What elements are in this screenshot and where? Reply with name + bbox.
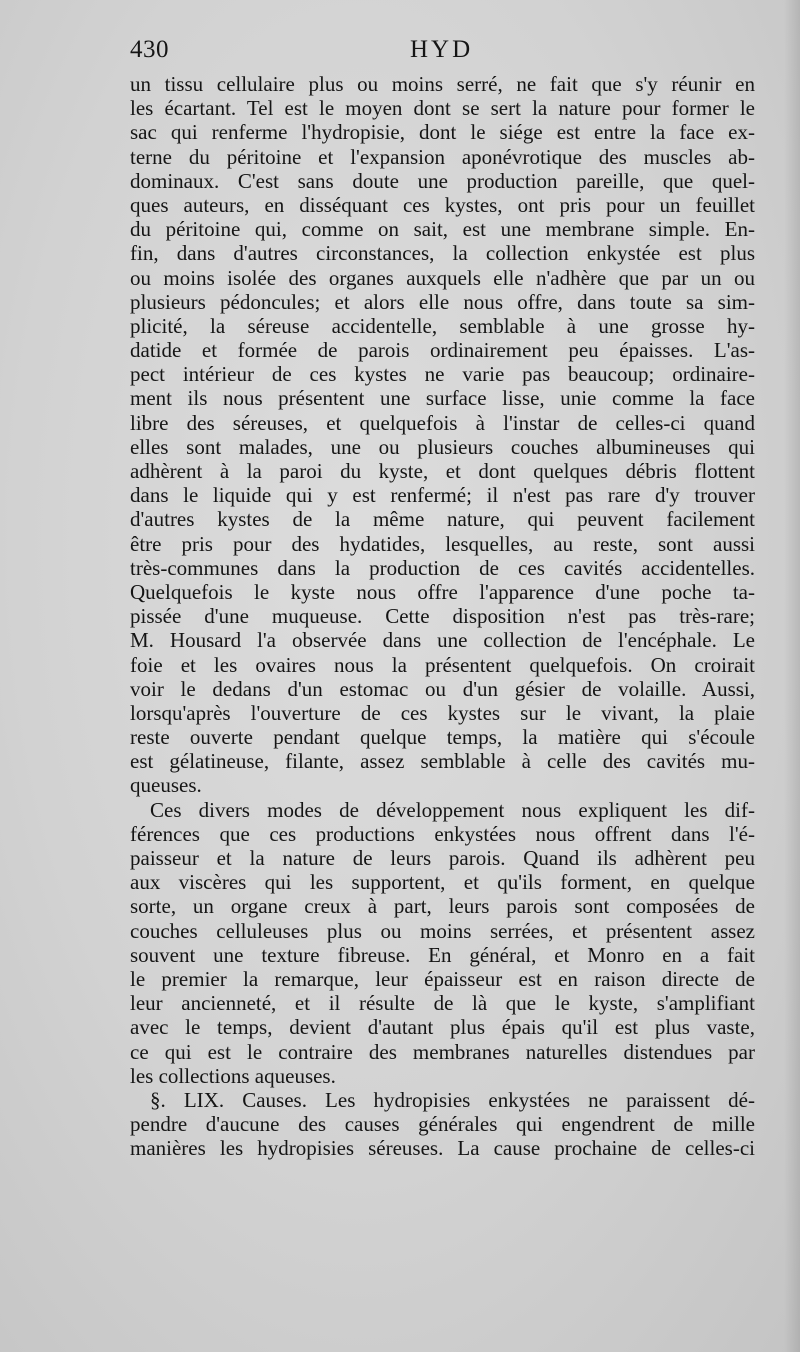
text-line: avec le temps, devient d'autant plus épais qu'il est plus vaste, bbox=[130, 1015, 755, 1040]
text-line: Quelquefois le kyste nous offre l'apparence d'une poche ta- bbox=[130, 579, 755, 604]
text-line: fin, dans d'autres circonstances, la collection enkystée est plus bbox=[130, 241, 755, 266]
text-line: lorsqu'après l'ouverture de ces kystes sur le vivant, la plaie bbox=[130, 700, 755, 725]
text-line: pect intérieur de ces kystes ne varie pas beaucoup; ordinaire- bbox=[130, 362, 755, 387]
paragraph-end-line: les collections aqueuses. bbox=[130, 1063, 336, 1088]
text-line: voir le dedans d'un estomac ou d'un gésier de volaille. Aussi, bbox=[130, 676, 755, 701]
page-number: 430 bbox=[130, 36, 169, 63]
text-line: plusieurs pédoncules; et alors elle nous offre, dans toute sa sim- bbox=[130, 289, 755, 314]
text-line: dans le liquide qui y est renfermé; il n'est pas rare d'y trouver bbox=[130, 483, 755, 508]
text-line: férences que ces productions enkystées nous offrent dans l'é- bbox=[130, 821, 755, 846]
text-line: libre des séreuses, et quelquefois à l'instar de celles-ci quand bbox=[130, 410, 755, 435]
text-line: sac qui renferme l'hydropisie, dont le siége est entre la face ex- bbox=[130, 120, 755, 145]
text-line: dominaux. C'est sans doute une production pareille, que quel- bbox=[130, 168, 755, 193]
paragraph-start-line: Ces divers modes de développement nous expliquent les dif- bbox=[150, 797, 755, 822]
text-line: pendre d'aucune des causes générales qui engendrent de mille bbox=[130, 1112, 755, 1137]
text-line: est gélatineuse, filante, assez semblable à celle des cavités mu- bbox=[130, 749, 755, 774]
running-head bbox=[130, 36, 755, 70]
text-line: M. Housard l'a observée dans une collection de l'encéphale. Le bbox=[130, 628, 755, 653]
text-line: pissée d'une muqueuse. Cette disposition n'est pas très-rare; bbox=[130, 604, 755, 629]
text-line: un tissu cellulaire plus ou moins serré, ne fait que s'y réunir en bbox=[130, 72, 755, 96]
text-line: ment ils nous présentent une surface lisse, unie comme la face bbox=[130, 386, 755, 411]
text-line: reste ouverte pendant quelque temps, la matière qui s'écoule bbox=[130, 725, 755, 750]
text-line: aux viscères qui les supportent, et qu'ils forment, en quelque bbox=[130, 870, 755, 895]
text-line: terne du péritoine et l'expansion aponévrotique des muscles ab- bbox=[130, 144, 755, 169]
text-line: ou moins isolée des organes auxquels elle n'adhère que par un ou bbox=[130, 265, 755, 290]
text-line: souvent une texture fibreuse. En général, et Monro en a fait bbox=[130, 942, 755, 967]
running-title: HYD bbox=[410, 36, 474, 63]
text-line: d'autres kystes de la même nature, qui peuvent facilement bbox=[130, 507, 755, 532]
text-line: très-communes dans la production de ces cavités accidentelles. bbox=[130, 555, 755, 580]
body-text bbox=[130, 72, 755, 1160]
text-line: paisseur et la nature de leurs parois. Quand ils adhèrent peu bbox=[130, 846, 755, 870]
text-line: du péritoine qui, comme on sait, est une membrane simple. En- bbox=[130, 217, 755, 242]
paragraph-end-line: queuses. bbox=[130, 773, 202, 798]
text-line: couches celluleuses plus ou moins serrées, et présentent assez bbox=[130, 918, 755, 943]
text-line: manières les hydropisies séreuses. La cause prochaine de celles-ci bbox=[130, 1136, 755, 1161]
text-line: datide et formée de parois ordinairement peu épaisses. L'as- bbox=[130, 338, 755, 363]
text-line: le premier la remarque, leur épaisseur est en raison directe de bbox=[130, 966, 755, 991]
text-line: foie et les ovaires nous la présentent quelquefois. On croirait bbox=[130, 652, 755, 677]
text-line: ques auteurs, en disséquant ces kystes, ont pris pour un feuillet bbox=[130, 192, 755, 217]
text-line: plicité, la séreuse accidentelle, semblable à une grosse hy- bbox=[130, 313, 755, 338]
text-line: elles sont malades, une ou plusieurs couches albumineuses qui bbox=[130, 434, 755, 459]
text-line: ce qui est le contraire des membranes naturelles distendues par bbox=[130, 1039, 755, 1064]
text-line: sorte, un organe creux à part, leurs parois sont composées de bbox=[130, 894, 755, 919]
section-heading-line: §. LIX. Causes. Les hydropisies enkystées ne paraissent dé- bbox=[150, 1087, 755, 1112]
text-line: leur ancienneté, et il résulte de là que le kyste, s'amplifiant bbox=[130, 991, 755, 1016]
page-edge-shadow bbox=[784, 0, 800, 1352]
text-line: les écartant. Tel est le moyen dont se sert la nature pour former le bbox=[130, 96, 755, 121]
text-line: adhèrent à la paroi du kyste, et dont quelques débris flottent bbox=[130, 459, 755, 483]
text-line: être pris pour des hydatides, lesquelles, au reste, sont aussi bbox=[130, 531, 755, 556]
